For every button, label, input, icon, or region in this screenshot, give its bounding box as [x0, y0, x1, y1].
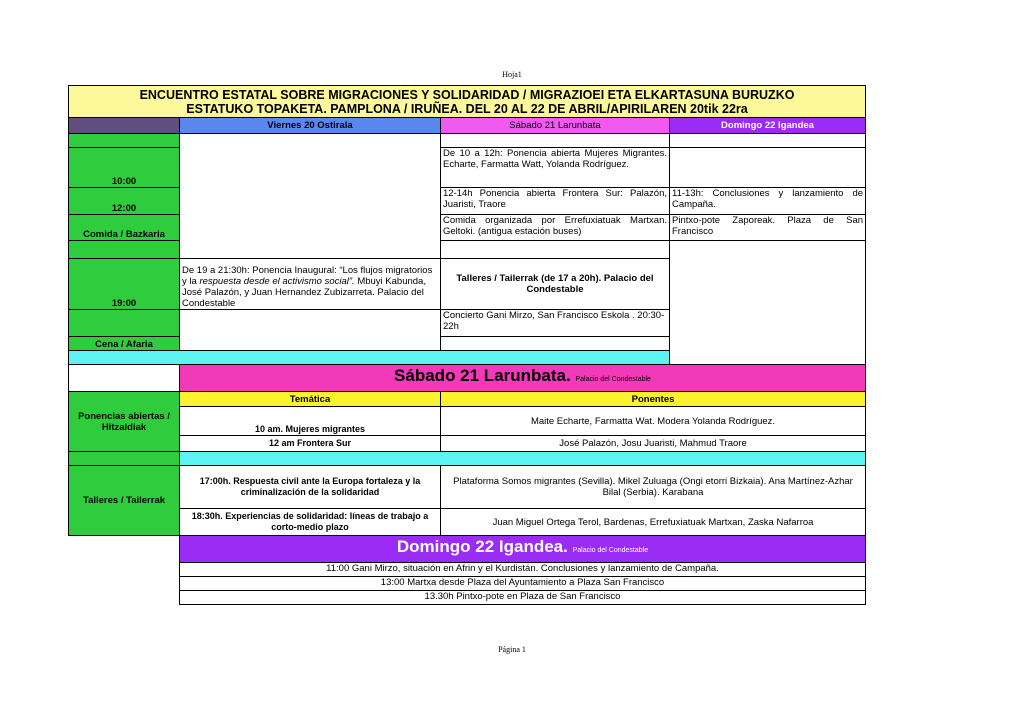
saturday-detail-venue: Palacio del Condestable: [575, 376, 651, 383]
corner-cell: [69, 118, 180, 134]
saturday-detail-heading-text: Sábado 21 Larunbata.: [394, 366, 571, 385]
saturday-10: De 10 a 12h: Ponencia abierta Mujeres Migrantes. Echarte, Farmatta Watt, Yolanda Rodríguez.: [441, 148, 670, 188]
sunday-detail-venue: Palacio del Condestable: [572, 547, 649, 554]
blank-cell: [69, 563, 180, 577]
saturday-detail-heading: [180, 365, 866, 392]
sunday-item: 13:00 Martxa desde Plaza del Ayuntamiento a Plaza San Francisco: [180, 577, 866, 591]
workshop-topic: 18:30h. Experiencias de solidaridad: líneas de trabajo a corto-medio plazo: [180, 509, 441, 536]
time-19: 19:00: [69, 259, 180, 310]
saturday-empty-top: [441, 134, 670, 148]
talk-topic: 12 am Frontera Sur: [180, 436, 441, 452]
saturday-dinner: [441, 337, 670, 351]
blank-cell: [69, 591, 180, 605]
workshop-speakers: Juan Miguel Ortega Terol, Bardenas, Errefuxiatuak Martxan, Zaska Nafarroa: [441, 509, 866, 536]
header-saturday: Sábado 21 Larunbata: [441, 118, 670, 134]
friday-morning-empty: [180, 134, 441, 259]
friday-19-text-b: Mbuyi Kabunda, José Palazón, y Juan Hernandez Zubizarreta. Palacio del Condestable: [182, 276, 426, 309]
time-empty: [69, 134, 180, 148]
header-friday: Viernes 20 Ostirala: [180, 118, 441, 134]
sunday-item: 13.30h Pintxo-pote en Plaza de San Francisco: [180, 591, 866, 605]
sunday-empty-top: [670, 134, 866, 148]
talk-topic: 10 am. Mujeres migrantes: [180, 407, 441, 436]
friday-19: [180, 259, 441, 310]
event-title-line1: ENCUENTRO ESTATAL SOBRE MIGRACIONES Y SOLIDARIDAD / MIGRAZIOEI ETA ELKARTASUNA BURUZKO: [139, 87, 795, 102]
sunday-evening-empty: [670, 241, 866, 365]
sheet-label: Hoja1: [502, 70, 522, 79]
friday-19-text-em: respuesta desde el activismo social”.: [199, 276, 355, 287]
header-sunday: Domingo 22 Igandea: [670, 118, 866, 134]
time-10: 10:00: [69, 148, 180, 188]
time-gap: [69, 241, 180, 259]
saturday-lunch: Comida organizada por Errefuxiatuak Martxan. Geltoki. (antigua estación buses): [441, 215, 670, 241]
sunday-detail-corner: [69, 536, 180, 563]
talks-label: Ponencias abiertas / Hitzaldiak: [69, 392, 180, 452]
workshops-label: Talleres / Tailerrak: [69, 466, 180, 536]
sunday-detail-heading: [180, 536, 866, 563]
time-lunch: Comida / Bazkaria: [69, 215, 180, 241]
friday-evening-empty: [180, 310, 441, 351]
separator-green-2: [69, 452, 180, 466]
col-topic: Temática: [180, 392, 441, 407]
event-title-line2: ESTATUKO TOPAKETA. PAMPLONA / IRUÑEA. DEL 20 AL 22 DE ABRIL/APIRILAREN 20tik 22ra: [186, 101, 748, 116]
time-concert: [69, 310, 180, 337]
workshop-speakers: Plataforma Somos migrantes (Sevilla). Mikel Zuluaga (Ongi etorri Bizkaia). Ana Martínez-Azhar Bilal (Serbia). Karabana: [441, 466, 866, 509]
time-dinner: Cena / Afaria: [69, 337, 180, 351]
saturday-12: 12-14h Ponencia abierta Frontera Sur: Palazón, Juaristi, Traore: [441, 188, 670, 215]
sunday-11: 11-13h: Conclusiones y lanzamiento de Campaña.: [670, 188, 866, 215]
program-table: [68, 85, 866, 605]
talk-speakers: José Palazón, Josu Juaristi, Mahmud Traore: [441, 436, 866, 452]
separator-cyan-1: [69, 351, 670, 365]
event-title: [69, 86, 866, 118]
workshop-topic: 17:00h. Respuesta civil ante la Europa fortaleza y la criminalización de la solidaridad: [180, 466, 441, 509]
sunday-detail-heading-text: Domingo 22 Igandea.: [396, 537, 568, 556]
sunday-item: 11:00 Gani Mirzo, situación en Afrin y el Kurdistán. Conclusiones y lanzamiento de Campaña.: [180, 563, 866, 577]
separator-cyan-2: [180, 452, 866, 466]
sunday-lunch: Pintxo-pote Zaporeak. Plaza de San Francisco: [670, 215, 866, 241]
time-12: 12:00: [69, 188, 180, 215]
sunday-10: [670, 148, 866, 188]
saturday-concert: Concierto Gani Mirzo, San Francisco Eskola . 20:30-22h: [441, 310, 670, 337]
saturday-detail-corner: [69, 365, 180, 392]
talk-speakers: Maite Echarte, Farmatta Wat. Modera Yolanda Rodríguez.: [441, 407, 866, 436]
page-label: Página 1: [498, 645, 526, 654]
blank-cell: [69, 577, 180, 591]
friday-19-text-a: De 19 a 21:30h: Ponencia Inaugural: “Los flujos migratorios y la: [182, 265, 433, 287]
saturday-gap: [441, 241, 670, 259]
col-speakers: Ponentes: [441, 392, 866, 407]
saturday-workshops: Talleres / Tailerrak (de 17 a 20h). Palacio del Condestable: [441, 259, 670, 310]
